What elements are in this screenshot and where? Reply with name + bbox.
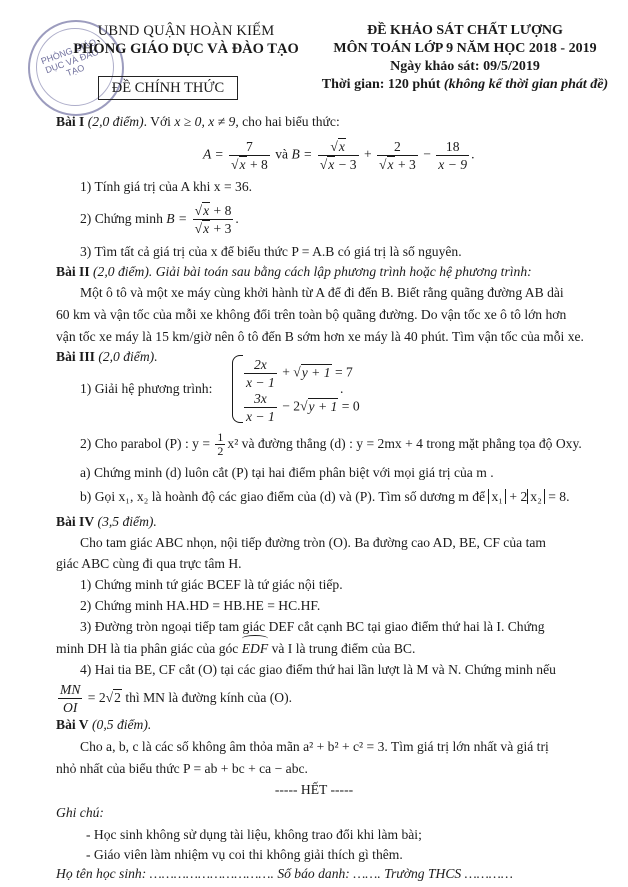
A-fraction: $\frac{7}{√x + 8}$: [231, 139, 268, 172]
bai1-q3: 3) Tìm tất cả giá trị của x để biểu thức P = A.B có giá trị là số nguyên.: [80, 244, 462, 259]
end-mark: ----- HẾT -----: [274, 782, 354, 797]
bai2-p1: Một ô tô và một xe máy cùng khởi hành từ A để đi đến B. Biết rằng quãng đường AB dài: [80, 285, 564, 300]
bai1-q2: 2) Chứng minh B = $\frac{√x + 8}{√x + 3}$ .: [80, 203, 239, 237]
bai4-q4-line1: 4) Hai tia BE, CF cắt (O) tại các giao điểm thứ hai lần lượt là M và N. Chứng minh nếu: [80, 662, 556, 677]
B-term3: $\frac{18}{x - 9}$: [438, 139, 468, 172]
bai3-q2: 2) Cho parabol (P) : y = $\frac{1}{2}$ x² và đường thẳng (d) : y = 2mx + 4 trong mặt phẳng tọa độ Oxy.: [80, 430, 582, 459]
bai4-title: Bài IV (3,5 điểm).: [56, 514, 157, 529]
bai5-title: Bài V (0,5 điểm).: [56, 717, 152, 732]
B-term2: $\frac{2}{√x + 3}$: [379, 139, 416, 172]
system-eq2: $\frac{3x}{x - 1}$ − 2√y + 1 = 0: [246, 391, 360, 424]
exam-header: [306, 22, 624, 94]
bai3-q1: 1) Giải hệ phương trình:: [80, 381, 213, 396]
bai4-q2: 2) Chứng minh HA.HD = HB.HE = HC.HF.: [80, 598, 321, 613]
bai2-p3: vận tốc xe máy là 15 km/giờ nên ô tô đến B sớm hơn xe máy là 40 phút. Tìm vận tốc của mỗi xe.: [56, 329, 584, 344]
B-term1: $\frac{√x}{√x - 3}$: [319, 139, 357, 172]
bai4-q3-line2: minh DH là tia phân giác của góc EDF và I là trung điểm của BC.: [56, 641, 416, 656]
bai2-intro: Bài II (2,0 điểm). Giải bài toán sau bằng cách lập phương trình hoặc hệ phương trình:: [56, 264, 532, 279]
bai1-intro: Bài I (2,0 điểm). Với x ≥ 0, x ≠ 9, cho hai biểu thức:: [56, 114, 340, 129]
bai3-q2a: a) Chứng minh (d) luôn cắt (P) tại hai điểm phân biệt với mọi giá trị của m .: [80, 465, 494, 480]
stamp-text: PHÒNG GIÁO DỤC VÀ ĐÀO TẠO: [39, 36, 101, 79]
bai5-p2: nhỏ nhất của biểu thức P = ab + bc + ca − abc.: [56, 761, 308, 776]
bai5-p1: Cho a, b, c là các số không âm thỏa mãn a² + b² + c² = 3. Tìm giá trị lớn nhất và giá trị: [80, 739, 549, 754]
district-name: UBND QUẬN HOÀN KIẾM: [97, 23, 275, 39]
system-end: .: [340, 381, 344, 396]
student-info-line: Họ tên học sinh: …………………………. Số báo danh: ……. Trường THCS …………: [56, 866, 513, 881]
exam-date: Ngày khảo sát: 09/5/2019: [390, 59, 540, 74]
bai3-q2b: b) Gọi x₁, x₂ là hoành độ các giao điểm của (d) và (P). Tìm số dương m để x₁ + 2 x₂ = 8.: [80, 489, 570, 504]
note-1: - Học sinh không sử dụng tài liệu, không trao đổi khi làm bài;: [86, 827, 422, 842]
bai1-formulas: A = $\frac{7}{√x + 8}$ và B = $\frac{√x}{√x - 3}$ + $\frac{2}{√x + 3}$ − $\frac{18}{x - 9}$ .: [203, 139, 475, 172]
department-name: PHÒNG GIÁO DỤC VÀ ĐÀO TẠO: [73, 41, 299, 57]
official-label: ĐỀ CHÍNH THỨC: [98, 76, 238, 100]
notes-title: Ghi chú:: [56, 805, 104, 820]
system-eq1: $\frac{2x}{x - 1}$ + √y + 1 = 7: [246, 357, 353, 390]
bai2-p2: 60 km và vận tốc của mỗi xe không đổi trên toàn bộ quãng đường. Do vận tốc xe ô tô lớn hơn: [56, 307, 567, 322]
bai4-p1: Cho tam giác ABC nhọn, nội tiếp đường tròn (O). Ba đường cao AD, BE, CF của tam: [80, 535, 546, 550]
exam-subject: MÔN TOÁN LỚP 9 NĂM HỌC 2018 - 2019: [333, 41, 597, 56]
note-2: - Giáo viên làm nhiệm vụ coi thi không giải thích gì thêm.: [86, 847, 403, 862]
issuer-header: [66, 22, 306, 58]
bai4-q3-line1: 3) Đường tròn ngoại tiếp tam giác DEF cắt cạnh BC tại giao điểm thứ hai là I. Chứng: [80, 619, 545, 634]
bai4-q4-line2: $\frac{MN}{OI}$ = 2√2 thì MN là đường kính của (O).: [60, 682, 293, 716]
bai3-title: Bài III (2,0 điểm).: [56, 349, 158, 364]
exam-title: ĐỀ KHẢO SÁT CHẤT LƯỢNG: [367, 23, 563, 38]
bai4-q1: 1) Chứng minh tứ giác BCEF là tứ giác nội tiếp.: [80, 577, 343, 592]
bai4-p2: giác ABC cùng đi qua trực tâm H.: [56, 556, 242, 571]
bai1-q1: 1) Tính giá trị của A khi x = 36.: [80, 179, 253, 194]
exam-time: Thời gian: 120 phút (không kể thời gian phát đề): [321, 77, 609, 92]
